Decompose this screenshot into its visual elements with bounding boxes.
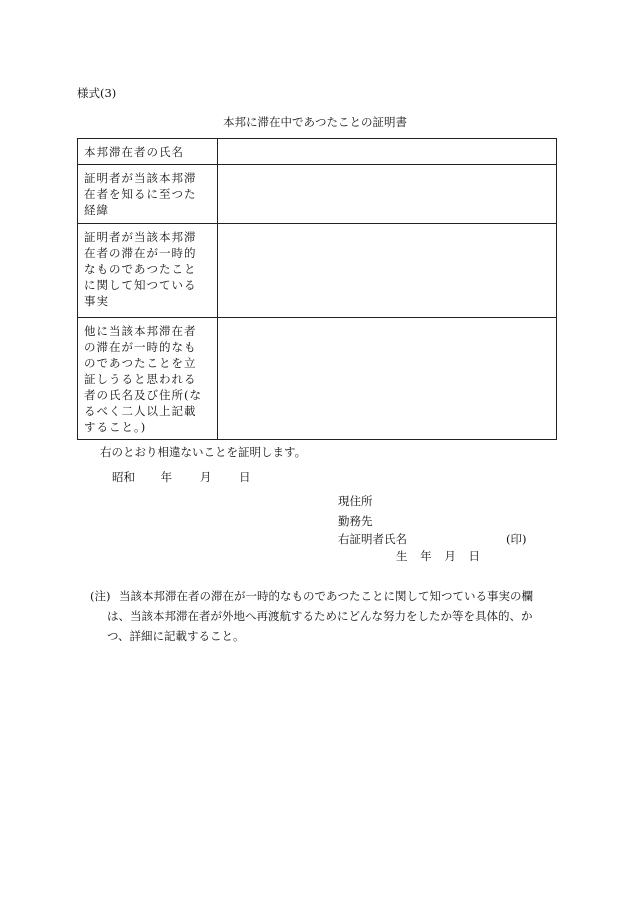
date-era: 昭和	[112, 470, 135, 484]
certifier-name-label: 右証明者氏名	[338, 532, 407, 546]
label-line: 本邦滞在者の氏名	[84, 145, 184, 159]
table-row	[78, 318, 557, 440]
table-row	[78, 139, 557, 165]
label-line: のであつたことを立	[84, 356, 197, 370]
note-line: 当該本邦滞在者の滞在が一時的なものであつたことに関して知つている事実の欄	[119, 589, 533, 603]
workplace-label: 勤務先	[338, 514, 373, 528]
row-label-known-facts	[78, 224, 218, 318]
date-month: 月	[199, 470, 212, 484]
date-line	[112, 469, 250, 485]
field-known-facts[interactable]	[218, 224, 557, 318]
label-line: 在者を知るに至つた	[84, 187, 197, 201]
birth-label: 生	[396, 549, 408, 563]
form-number-label: 様式(3)	[77, 86, 117, 100]
date-day: 日	[238, 470, 251, 484]
table-row	[78, 165, 557, 224]
label-line: 事実	[84, 294, 109, 308]
birth-day: 日	[468, 549, 480, 563]
label-line: 在者の滞在が一時的	[84, 246, 197, 260]
label-line: の滞在が一時的なも	[84, 340, 197, 354]
certification-statement: 右のとおり相違ないことを証明します。	[100, 445, 307, 459]
address-label: 現住所	[338, 494, 373, 508]
birth-month: 月	[444, 549, 456, 563]
certificate-table	[77, 138, 557, 440]
document-title: 本邦に滞在中であつたことの証明書	[223, 115, 407, 129]
label-line: 他に当該本邦滞在者	[84, 324, 197, 338]
date-year: 年	[160, 470, 173, 484]
label-line: 経緯	[84, 203, 109, 217]
field-how-known[interactable]	[218, 165, 557, 224]
label-line: 証明者が当該本邦滞	[84, 171, 197, 185]
seal-mark: (印)	[506, 532, 527, 546]
label-line: 者の氏名及び住所(な	[84, 388, 202, 402]
label-line: なものであつたこと	[84, 262, 197, 276]
label-line: 証明者が当該本邦滞	[84, 230, 197, 244]
row-label-how-known	[78, 165, 218, 224]
note-mark: (注)	[90, 589, 111, 603]
row-label-resident-name	[78, 139, 218, 165]
note-line: つ、詳細に記載すること。	[107, 629, 245, 643]
field-other-witnesses[interactable]	[218, 318, 557, 440]
row-label-other-witnesses	[78, 318, 218, 440]
label-line: るべく二人以上記載	[84, 404, 197, 418]
table-row	[78, 224, 557, 318]
birth-date-line	[396, 548, 489, 564]
field-resident-name[interactable]	[218, 139, 557, 165]
label-line: に関して知つている	[84, 278, 197, 292]
note-line: は、当該本邦滞在者が外地へ再渡航するためにどんな努力をしたか等を具体的、か	[107, 609, 533, 623]
note-text	[107, 586, 533, 646]
birth-year: 年	[420, 549, 432, 563]
label-line: すること。)	[84, 420, 147, 434]
label-line: 証しうると思われる	[84, 372, 197, 386]
